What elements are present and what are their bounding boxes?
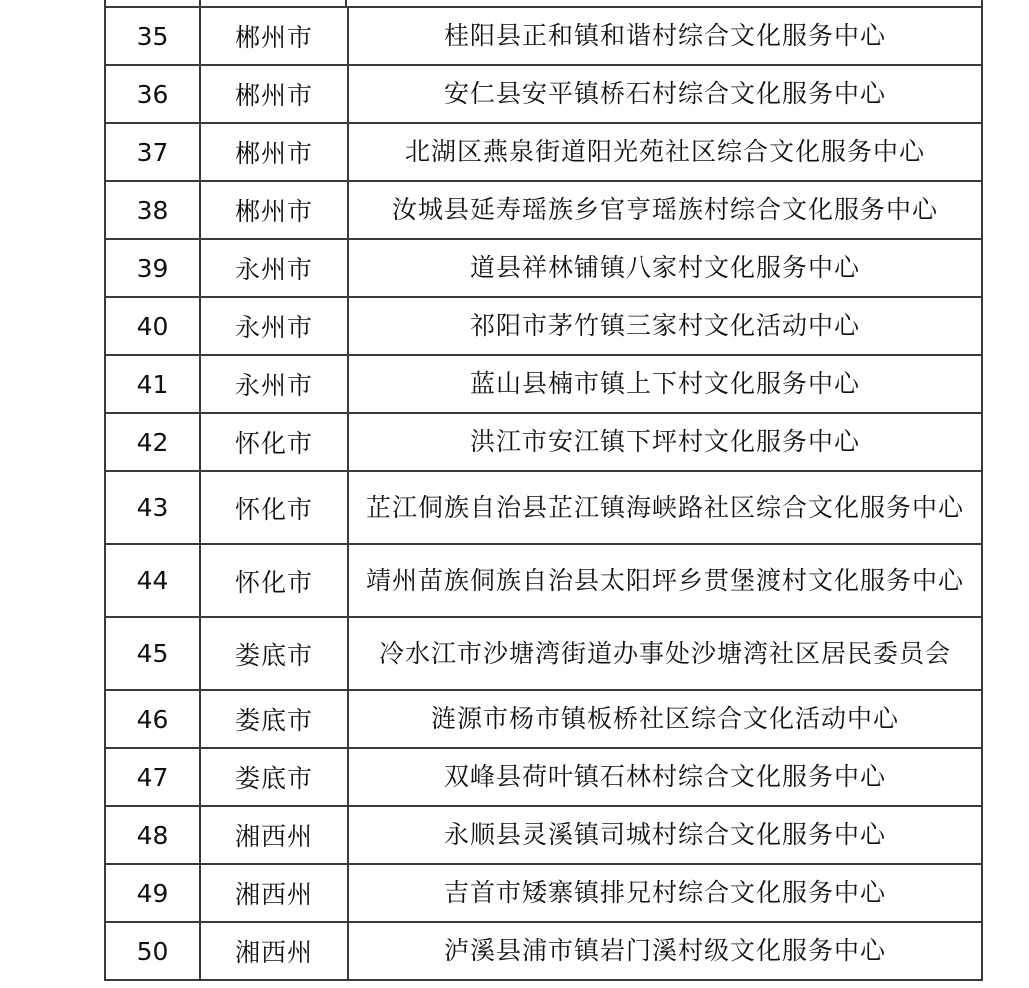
row-center-name: 靖州苗族侗族自治县太阳坪乡贯堡渡村文化服务中心 xyxy=(348,544,982,617)
table-row xyxy=(105,748,982,806)
row-center-name: 芷江侗族自治县芷江镇海峡路社区综合文化服务中心 xyxy=(348,471,982,544)
row-city: 怀化市 xyxy=(200,544,348,617)
row-city: 永州市 xyxy=(200,297,348,355)
row-number: 38 xyxy=(105,181,200,239)
table-row xyxy=(105,806,982,864)
row-number: 39 xyxy=(105,239,200,297)
row-center-name: 汝城县延寿瑶族乡官亨瑶族村综合文化服务中心 xyxy=(348,181,982,239)
row-number: 36 xyxy=(105,65,200,123)
row-center-name: 桂阳县正和镇和谐村综合文化服务中心 xyxy=(348,7,982,65)
center-list-table xyxy=(104,6,983,981)
row-center-name: 双峰县荷叶镇石林村综合文化服务中心 xyxy=(348,748,982,806)
row-center-name: 祁阳市茅竹镇三家村文化活动中心 xyxy=(348,297,982,355)
row-number: 43 xyxy=(105,471,200,544)
row-city: 怀化市 xyxy=(200,471,348,544)
row-center-name: 涟源市杨市镇板桥社区综合文化活动中心 xyxy=(348,690,982,748)
row-city: 郴州市 xyxy=(200,7,348,65)
row-center-name: 洪江市安江镇下坪村文化服务中心 xyxy=(348,413,982,471)
row-number: 44 xyxy=(105,544,200,617)
row-center-name: 泸溪县浦市镇岩门溪村级文化服务中心 xyxy=(348,922,982,980)
table-row xyxy=(105,65,982,123)
row-number: 35 xyxy=(105,7,200,65)
row-city: 永州市 xyxy=(200,355,348,413)
row-number: 48 xyxy=(105,806,200,864)
row-city: 郴州市 xyxy=(200,123,348,181)
row-city: 娄底市 xyxy=(200,617,348,690)
table-row xyxy=(105,181,982,239)
row-number: 37 xyxy=(105,123,200,181)
row-city: 娄底市 xyxy=(200,748,348,806)
table-row xyxy=(105,922,982,980)
row-city: 湘西州 xyxy=(200,864,348,922)
row-center-name: 吉首市矮寨镇排兄村综合文化服务中心 xyxy=(348,864,982,922)
row-city: 湘西州 xyxy=(200,806,348,864)
row-number: 47 xyxy=(105,748,200,806)
row-city: 湘西州 xyxy=(200,922,348,980)
table-row xyxy=(105,123,982,181)
row-number: 49 xyxy=(105,864,200,922)
table-row xyxy=(105,239,982,297)
row-number: 40 xyxy=(105,297,200,355)
table-row xyxy=(105,355,982,413)
row-center-name: 道县祥林铺镇八家村文化服务中心 xyxy=(348,239,982,297)
row-center-name: 冷水江市沙塘湾街道办事处沙塘湾社区居民委员会 xyxy=(348,617,982,690)
row-center-name: 安仁县安平镇桥石村综合文化服务中心 xyxy=(348,65,982,123)
table-row xyxy=(105,544,982,617)
row-center-name: 蓝山县楠市镇上下村文化服务中心 xyxy=(348,355,982,413)
row-city: 郴州市 xyxy=(200,181,348,239)
table-row xyxy=(105,864,982,922)
table-row xyxy=(105,413,982,471)
row-city: 怀化市 xyxy=(200,413,348,471)
table-row xyxy=(105,471,982,544)
row-number: 41 xyxy=(105,355,200,413)
row-number: 45 xyxy=(105,617,200,690)
table-row xyxy=(105,297,982,355)
table-row xyxy=(105,7,982,65)
table-row xyxy=(105,617,982,690)
row-number: 42 xyxy=(105,413,200,471)
table-row xyxy=(105,690,982,748)
row-city: 永州市 xyxy=(200,239,348,297)
row-number: 46 xyxy=(105,690,200,748)
row-city: 郴州市 xyxy=(200,65,348,123)
row-center-name: 永顺县灵溪镇司城村综合文化服务中心 xyxy=(348,806,982,864)
row-center-name: 北湖区燕泉街道阳光苑社区综合文化服务中心 xyxy=(348,123,982,181)
row-number: 50 xyxy=(105,922,200,980)
row-city: 娄底市 xyxy=(200,690,348,748)
